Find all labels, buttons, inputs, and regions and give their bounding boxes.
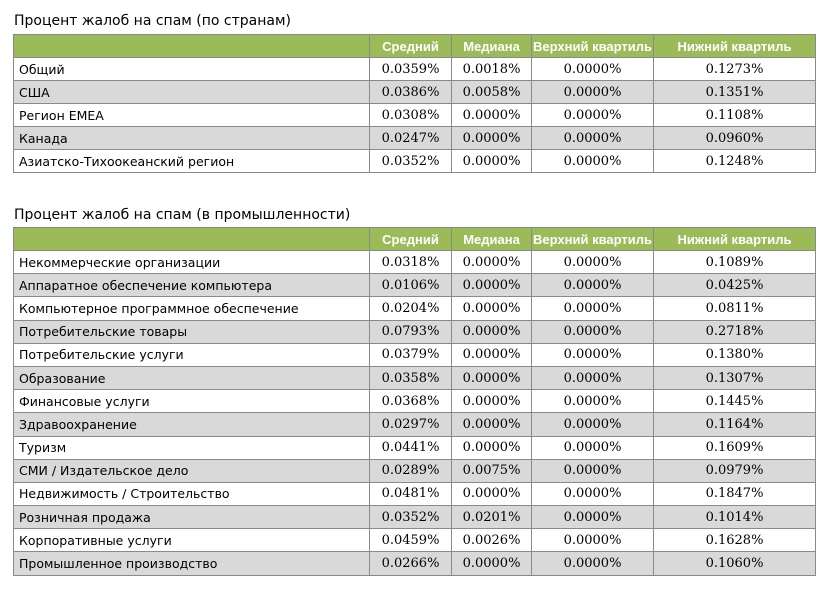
cell-lower-quartile: 0.0960% [654, 127, 816, 150]
cell-upper-quartile: 0.0000% [532, 104, 654, 127]
row-label: Корпоративные услуги [14, 529, 370, 552]
row-label: СМИ / Издательское дело [14, 459, 370, 482]
cell-mean: 0.0297% [370, 413, 452, 436]
cell-median: 0.0000% [452, 251, 532, 274]
cell-median: 0.0000% [452, 274, 532, 297]
cell-lower-quartile: 0.1609% [654, 436, 816, 459]
column-header-mean: Средний [370, 228, 452, 251]
cell-mean: 0.0441% [370, 436, 452, 459]
cell-upper-quartile: 0.0000% [532, 81, 654, 104]
cell-lower-quartile: 0.0425% [654, 274, 816, 297]
cell-median: 0.0000% [452, 552, 532, 575]
cell-upper-quartile: 0.0000% [532, 459, 654, 482]
cell-mean: 0.0358% [370, 366, 452, 389]
cell-upper-quartile: 0.0000% [532, 506, 654, 529]
cell-upper-quartile: 0.0000% [532, 320, 654, 343]
cell-mean: 0.0386% [370, 81, 452, 104]
cell-lower-quartile: 0.1847% [654, 482, 816, 505]
table-row [14, 366, 816, 389]
cell-median: 0.0000% [452, 320, 532, 343]
table-header-row [14, 228, 816, 251]
row-label: Потребительские услуги [14, 343, 370, 366]
cell-median: 0.0000% [452, 413, 532, 436]
row-label: Недвижимость / Строительство [14, 482, 370, 505]
cell-upper-quartile: 0.0000% [532, 366, 654, 389]
cell-upper-quartile: 0.0000% [532, 413, 654, 436]
row-label: Здравоохранение [14, 413, 370, 436]
cell-median: 0.0000% [452, 482, 532, 505]
table-row [14, 58, 816, 81]
cell-mean: 0.0359% [370, 58, 452, 81]
cell-lower-quartile: 0.1273% [654, 58, 816, 81]
table-row [14, 127, 816, 150]
cell-mean: 0.0266% [370, 552, 452, 575]
countries-table-title: Процент жалоб на спам (по странам) [14, 13, 291, 29]
cell-mean: 0.0481% [370, 482, 452, 505]
cell-upper-quartile: 0.0000% [532, 529, 654, 552]
row-label: Розничная продажа [14, 506, 370, 529]
industries-table-title: Процент жалоб на спам (в промышленности) [14, 207, 351, 223]
cell-lower-quartile: 0.0811% [654, 297, 816, 320]
table-row [14, 297, 816, 320]
cell-upper-quartile: 0.0000% [532, 251, 654, 274]
row-label: Промышленное производство [14, 552, 370, 575]
cell-upper-quartile: 0.0000% [532, 58, 654, 81]
table-row [14, 104, 816, 127]
table-row [14, 251, 816, 274]
cell-lower-quartile: 0.1248% [654, 150, 816, 173]
cell-mean: 0.0379% [370, 343, 452, 366]
cell-mean: 0.0352% [370, 506, 452, 529]
column-header-lower-quartile: Нижний квартиль [654, 228, 816, 251]
cell-median: 0.0000% [452, 366, 532, 389]
row-label: Аппаратное обеспечение компьютера [14, 274, 370, 297]
column-header-median: Медиана [452, 35, 532, 58]
cell-lower-quartile: 0.2718% [654, 320, 816, 343]
cell-median: 0.0058% [452, 81, 532, 104]
cell-mean: 0.0793% [370, 320, 452, 343]
table-row [14, 552, 816, 575]
cell-lower-quartile: 0.1307% [654, 366, 816, 389]
cell-median: 0.0000% [452, 104, 532, 127]
cell-mean: 0.0106% [370, 274, 452, 297]
row-label: Общий [14, 58, 370, 81]
table-row [14, 343, 816, 366]
cell-upper-quartile: 0.0000% [532, 552, 654, 575]
column-header-upper-quartile: Верхний квартиль [532, 228, 654, 251]
cell-median: 0.0075% [452, 459, 532, 482]
cell-upper-quartile: 0.0000% [532, 297, 654, 320]
table-row [14, 150, 816, 173]
row-label: Туризм [14, 436, 370, 459]
cell-lower-quartile: 0.1060% [654, 552, 816, 575]
cell-median: 0.0000% [452, 343, 532, 366]
table-row [14, 459, 816, 482]
cell-mean: 0.0289% [370, 459, 452, 482]
row-label: Образование [14, 366, 370, 389]
column-header-upper-quartile: Верхний квартиль [532, 35, 654, 58]
cell-mean: 0.0308% [370, 104, 452, 127]
cell-upper-quartile: 0.0000% [532, 274, 654, 297]
row-label: Азиатско-Тихоокеанский регион [14, 150, 370, 173]
cell-lower-quartile: 0.1445% [654, 390, 816, 413]
table-row [14, 81, 816, 104]
cell-mean: 0.0459% [370, 529, 452, 552]
countries-table [13, 34, 816, 173]
table-header-row [14, 35, 816, 58]
cell-upper-quartile: 0.0000% [532, 150, 654, 173]
cell-median: 0.0018% [452, 58, 532, 81]
cell-median: 0.0000% [452, 127, 532, 150]
table-row [14, 482, 816, 505]
cell-upper-quartile: 0.0000% [532, 343, 654, 366]
column-header-lower-quartile: Нижний квартиль [654, 35, 816, 58]
cell-median: 0.0000% [452, 390, 532, 413]
cell-lower-quartile: 0.0979% [654, 459, 816, 482]
cell-lower-quartile: 0.1108% [654, 104, 816, 127]
cell-mean: 0.0352% [370, 150, 452, 173]
cell-mean: 0.0247% [370, 127, 452, 150]
column-header-median: Медиана [452, 228, 532, 251]
row-label: Потребительские товары [14, 320, 370, 343]
cell-lower-quartile: 0.1628% [654, 529, 816, 552]
row-label: Канада [14, 127, 370, 150]
column-header-mean: Средний [370, 35, 452, 58]
row-label: США [14, 81, 370, 104]
row-label: Компьютерное программное обеспечение [14, 297, 370, 320]
cell-mean: 0.0204% [370, 297, 452, 320]
row-label: Регион EMEA [14, 104, 370, 127]
cell-median: 0.0000% [452, 297, 532, 320]
table-row [14, 390, 816, 413]
table-row [14, 274, 816, 297]
industries-table [13, 227, 816, 576]
cell-median: 0.0026% [452, 529, 532, 552]
cell-lower-quartile: 0.1089% [654, 251, 816, 274]
cell-median: 0.0000% [452, 150, 532, 173]
cell-upper-quartile: 0.0000% [532, 436, 654, 459]
cell-mean: 0.0318% [370, 251, 452, 274]
cell-upper-quartile: 0.0000% [532, 482, 654, 505]
cell-median: 0.0000% [452, 436, 532, 459]
header-corner-cell [14, 228, 370, 251]
cell-upper-quartile: 0.0000% [532, 127, 654, 150]
cell-lower-quartile: 0.1164% [654, 413, 816, 436]
cell-mean: 0.0368% [370, 390, 452, 413]
cell-upper-quartile: 0.0000% [532, 390, 654, 413]
cell-lower-quartile: 0.1380% [654, 343, 816, 366]
row-label: Финансовые услуги [14, 390, 370, 413]
table-row [14, 506, 816, 529]
cell-lower-quartile: 0.1014% [654, 506, 816, 529]
table-row [14, 436, 816, 459]
table-row [14, 413, 816, 436]
table-row [14, 320, 816, 343]
row-label: Некоммерческие организации [14, 251, 370, 274]
table-row [14, 529, 816, 552]
cell-median: 0.0201% [452, 506, 532, 529]
header-corner-cell [14, 35, 370, 58]
cell-lower-quartile: 0.1351% [654, 81, 816, 104]
